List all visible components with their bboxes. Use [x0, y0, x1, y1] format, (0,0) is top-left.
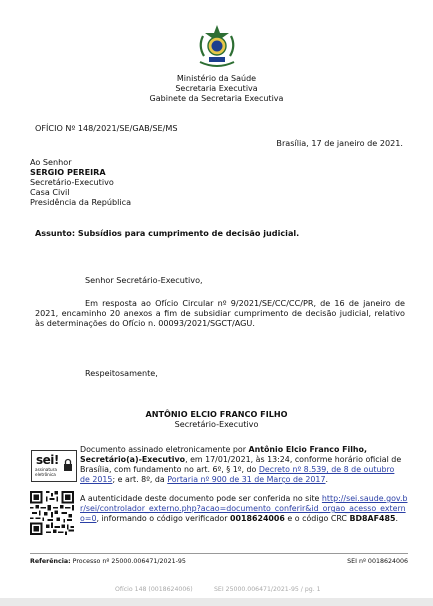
- header-ministry: Ministério da Saúde: [176, 74, 257, 83]
- lock-icon: [63, 458, 73, 472]
- ordinance-link[interactable]: Portaria nº 900 de 31 de Março de 2017: [167, 475, 326, 484]
- header-cabinet: Gabinete da Secretaria Executiva: [149, 94, 284, 103]
- ver-text-3: e o código CRC: [284, 514, 350, 523]
- seal-caption-1: assinatura: [35, 467, 57, 472]
- signer-name: ANTÔNIO ELCIO FRANCO FILHO: [145, 409, 288, 419]
- reference-label: Referência:: [30, 558, 71, 565]
- verification-link[interactable]: http://sei.saude.gov.br/sei/controlador_externo.php?acao=documento_conferir&id_orgao_acesso_externo=0: [80, 494, 408, 523]
- reference-value: Processo nº 25000.006471/2021-95: [70, 558, 186, 565]
- sig-text-1: Documento assinado eletronicamente por: [80, 445, 249, 454]
- header-secretariat: Secretaria Executiva: [175, 84, 258, 93]
- sei-signature-seal: [31, 450, 77, 482]
- sei-number: SEI nº 0018624006: [347, 558, 408, 565]
- page-stamp-left: Ofício 148 (0018624006): [115, 586, 193, 593]
- footer-divider: [30, 553, 408, 554]
- crc-code: BD8AF485: [349, 514, 396, 523]
- verification-code: 0018624006: [230, 514, 285, 523]
- recipient-role: Secretário-Executivo: [30, 177, 114, 187]
- ver-text-2: , informando o código verificador: [96, 514, 230, 523]
- recipient-org: Casa Civil: [30, 187, 70, 197]
- recipient-org-2: Presidência da República: [30, 197, 132, 207]
- sig-text-4: .: [325, 475, 328, 484]
- signer-role: Secretário-Executivo: [174, 419, 259, 429]
- coat-of-arms-icon: [194, 24, 240, 70]
- ver-text-1: A autenticidade deste documento pode ser conferida no site: [80, 494, 322, 503]
- page-stamp-right: SEI 25000.006471/2021-95 / pg. 1: [214, 586, 321, 593]
- subject-line: Assunto: Subsídios para cumprimento de decisão judicial.: [35, 228, 300, 238]
- sig-text-3: ; e art. 8º, da: [112, 475, 168, 484]
- body-paragraph: Em resposta ao Ofício Circular nº 9/2021/SE/CC/CC/PR, de 16 de janeiro de 2021, encaminho 20 anexos a fim de subsidiar cumprimento de decisão judicial, relativo às determinações do Ofício n. 00093/2021/SGCT/AGU.: [35, 298, 405, 328]
- sig-signer: Antônio Elcio Franco Filho, Secretário(a)-Executivo: [80, 445, 367, 464]
- qr-code-icon: [30, 491, 74, 535]
- reference: [30, 558, 186, 566]
- sig-text-2: , em 17/01/2021, às 13:24, conforme horário oficial de Brasília, com fundamento no art. 6º, § 1º, do: [80, 455, 402, 474]
- signature-note: [80, 445, 405, 485]
- recipient-salutation: Ao Senhor: [30, 157, 72, 167]
- recipient-name: SERGIO PEREIRA: [30, 167, 106, 177]
- seal-caption-2: eletrônica: [35, 471, 56, 477]
- office-number: OFÍCIO Nº 148/2021/SE/GAB/SE/MS: [35, 123, 178, 133]
- verification-note: [80, 494, 410, 524]
- greeting: Senhor Secretário-Executivo,: [85, 275, 203, 285]
- place-date: Brasília, 17 de janeiro de 2021.: [276, 138, 403, 148]
- seal-brand: sei!: [36, 453, 59, 467]
- closing: Respeitosamente,: [85, 368, 158, 378]
- decree-link[interactable]: Decreto nº 8.539, de 8 de outubro de 2015: [80, 465, 395, 484]
- ver-text-4: .: [395, 514, 398, 523]
